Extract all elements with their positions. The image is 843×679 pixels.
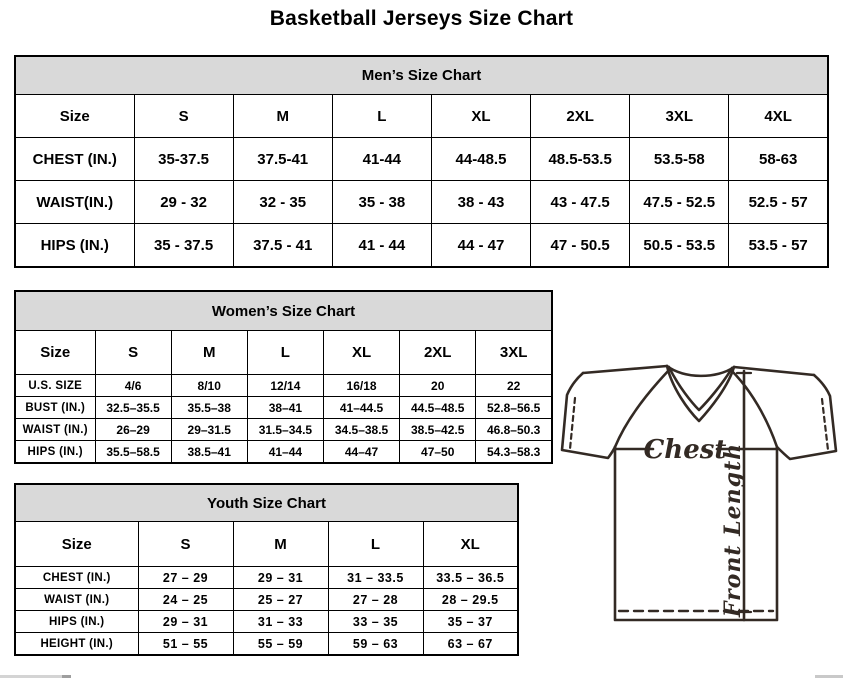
size-value: 35 - 38 <box>332 181 431 224</box>
column-header-s: S <box>95 331 171 375</box>
size-value: 38.5–42.5 <box>400 419 476 441</box>
left-shoulder-line <box>583 366 667 373</box>
row-label: HIPS (IN.) <box>15 611 138 633</box>
size-value: 52.8–56.5 <box>476 397 552 419</box>
size-value: 48.5-53.5 <box>531 138 630 181</box>
size-value: 55 – 59 <box>233 633 328 656</box>
corner-header: Size <box>15 95 134 138</box>
size-value: 16/18 <box>323 375 399 397</box>
table-row <box>15 375 552 397</box>
size-value: 4/6 <box>95 375 171 397</box>
row-label: WAIST(IN.) <box>15 181 134 224</box>
size-value: 27 – 29 <box>138 567 233 589</box>
collar-outer-line <box>667 366 734 421</box>
size-value: 38–41 <box>247 397 323 419</box>
size-value: 37.5-41 <box>233 138 332 181</box>
size-value: 41–44 <box>247 441 323 464</box>
jersey-measurement-diagram <box>558 362 840 628</box>
size-value: 31 – 33 <box>233 611 328 633</box>
size-value: 27 – 28 <box>328 589 423 611</box>
size-value: 35-37.5 <box>134 138 233 181</box>
column-header-s: S <box>134 95 233 138</box>
column-header-xl: XL <box>431 95 530 138</box>
horizontal-scrollbar-track-right[interactable] <box>815 675 843 678</box>
size-value: 38 - 43 <box>431 181 530 224</box>
size-value: 32 - 35 <box>233 181 332 224</box>
column-header-l: L <box>332 95 431 138</box>
size-value: 44 - 47 <box>431 224 530 268</box>
size-value: 38.5–41 <box>171 441 247 464</box>
table-title-row <box>15 291 552 331</box>
column-header-row <box>15 331 552 375</box>
column-header-s: S <box>138 522 233 567</box>
size-value: 25 – 27 <box>233 589 328 611</box>
table-title: Men’s Size Chart <box>15 56 828 95</box>
size-value: 51 – 55 <box>138 633 233 656</box>
corner-header: Size <box>15 522 138 567</box>
table-title-row <box>15 56 828 95</box>
table-title: Women’s Size Chart <box>15 291 552 331</box>
table-row <box>15 633 518 656</box>
size-value: 53.5-58 <box>630 138 729 181</box>
row-label: CHEST (IN.) <box>15 567 138 589</box>
size-value: 52.5 - 57 <box>729 181 828 224</box>
row-label: HIPS (IN.) <box>15 441 95 464</box>
left-cuff-dashed-line <box>570 398 575 449</box>
size-value: 29 – 31 <box>138 611 233 633</box>
table-row <box>15 181 828 224</box>
size-value: 35.5–58.5 <box>95 441 171 464</box>
size-value: 33.5 – 36.5 <box>423 567 518 589</box>
size-value: 41–44.5 <box>323 397 399 419</box>
corner-header: Size <box>15 331 95 375</box>
size-value: 43 - 47.5 <box>531 181 630 224</box>
row-label: BUST (IN.) <box>15 397 95 419</box>
size-value: 31.5–34.5 <box>247 419 323 441</box>
row-label: HIPS (IN.) <box>15 224 134 268</box>
horizontal-scrollbar-track-left[interactable] <box>0 675 62 678</box>
right-sleeve-seam <box>731 370 777 447</box>
column-header-row <box>15 522 518 567</box>
column-header-2xl: 2XL <box>400 331 476 375</box>
size-value: 35 – 37 <box>423 611 518 633</box>
table-row <box>15 419 552 441</box>
size-value: 46.8–50.3 <box>476 419 552 441</box>
size-value: 37.5 - 41 <box>233 224 332 268</box>
table-row <box>15 441 552 464</box>
row-label: WAIST (IN.) <box>15 589 138 611</box>
size-value: 22 <box>476 375 552 397</box>
table-title: Youth Size Chart <box>15 484 518 522</box>
row-label: WAIST (IN.) <box>15 419 95 441</box>
column-header-m: M <box>233 95 332 138</box>
mens-size-table <box>14 55 829 268</box>
body-outline <box>615 447 777 620</box>
column-header-l: L <box>328 522 423 567</box>
jersey-outline-icon <box>558 362 840 628</box>
size-value: 29–31.5 <box>171 419 247 441</box>
column-header-row <box>15 95 828 138</box>
size-value: 47 - 50.5 <box>531 224 630 268</box>
table-row <box>15 138 828 181</box>
size-value: 33 – 35 <box>328 611 423 633</box>
front-length-label: Front Length <box>720 442 746 618</box>
row-label: U.S. SIZE <box>15 375 95 397</box>
size-value: 41 - 44 <box>332 224 431 268</box>
size-value: 35.5–38 <box>171 397 247 419</box>
size-value: 8/10 <box>171 375 247 397</box>
column-header-xl: XL <box>423 522 518 567</box>
size-value: 44–47 <box>323 441 399 464</box>
column-header-xl: XL <box>323 331 399 375</box>
collar-back-line <box>667 366 734 376</box>
size-value: 28 – 29.5 <box>423 589 518 611</box>
size-value: 53.5 - 57 <box>729 224 828 268</box>
table-row <box>15 567 518 589</box>
horizontal-scrollbar-thumb[interactable] <box>62 675 71 678</box>
table-row <box>15 397 552 419</box>
size-value: 44.5–48.5 <box>400 397 476 419</box>
size-value: 29 - 32 <box>134 181 233 224</box>
size-value: 31 – 33.5 <box>328 567 423 589</box>
size-value: 44-48.5 <box>431 138 530 181</box>
size-value: 63 – 67 <box>423 633 518 656</box>
column-header-l: L <box>247 331 323 375</box>
size-value: 32.5–35.5 <box>95 397 171 419</box>
table-row <box>15 589 518 611</box>
size-value: 26–29 <box>95 419 171 441</box>
size-value: 24 – 25 <box>138 589 233 611</box>
size-value: 41-44 <box>332 138 431 181</box>
size-value: 47.5 - 52.5 <box>630 181 729 224</box>
column-header-3xl: 3XL <box>630 95 729 138</box>
column-header-4xl: 4XL <box>729 95 828 138</box>
womens-size-table <box>14 290 553 464</box>
column-header-2xl: 2XL <box>531 95 630 138</box>
size-value: 47–50 <box>400 441 476 464</box>
right-cuff-dashed-line <box>822 399 828 450</box>
column-header-m: M <box>233 522 328 567</box>
column-header-m: M <box>171 331 247 375</box>
size-value: 20 <box>400 375 476 397</box>
size-value: 29 – 31 <box>233 567 328 589</box>
chest-label: Chest <box>643 435 727 465</box>
table-title-row <box>15 484 518 522</box>
youth-size-table <box>14 483 519 656</box>
size-value: 50.5 - 53.5 <box>630 224 729 268</box>
size-value: 58-63 <box>729 138 828 181</box>
page-title: Basketball Jerseys Size Chart <box>269 7 574 30</box>
row-label: CHEST (IN.) <box>15 138 134 181</box>
size-value: 59 – 63 <box>328 633 423 656</box>
size-value: 35 - 37.5 <box>134 224 233 268</box>
table-row <box>15 224 828 268</box>
row-label: HEIGHT (IN.) <box>15 633 138 656</box>
mens-size-chart-section <box>14 55 829 268</box>
column-header-3xl: 3XL <box>476 331 552 375</box>
size-value: 54.3–58.3 <box>476 441 552 464</box>
table-row <box>15 611 518 633</box>
size-value: 34.5–38.5 <box>323 419 399 441</box>
size-value: 12/14 <box>247 375 323 397</box>
